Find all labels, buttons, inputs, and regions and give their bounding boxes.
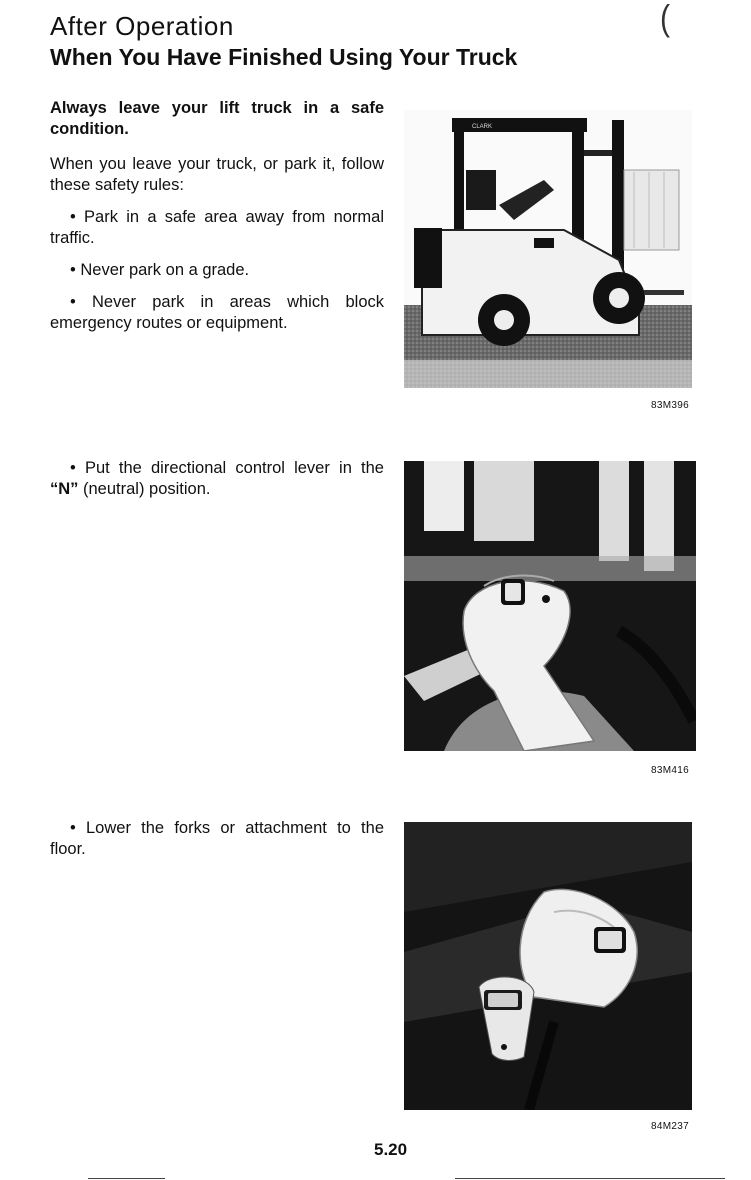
neutral-position-text	[50, 458, 384, 511]
bullet-never-park-grade: • Never park on a grade.	[70, 261, 250, 279]
forklift-photo	[404, 110, 692, 388]
footer-rule-left	[88, 1178, 165, 1179]
figure-caption-1: 83M396	[651, 400, 689, 411]
bullet-neutral-position	[50, 458, 384, 500]
corner-bracket-mark: (	[660, 0, 670, 39]
directional-lever-photo	[404, 461, 696, 751]
intro-paragraph: When you leave your truck, or park it, follow these safety rules:	[50, 155, 384, 194]
bullet-never-block-routes: • Never park in areas which block emergency routes or equipment.	[50, 293, 384, 332]
bullet-lower-forks: • Lower the forks or attachment to the floor.	[50, 819, 384, 858]
parking-rules-text	[50, 98, 384, 345]
figure-caption-3: 84M237	[651, 1121, 689, 1132]
lift-lever-photo	[404, 822, 692, 1110]
bullet-text-end: (neutral) position.	[78, 480, 211, 498]
forklift-brand-text: CLARK	[472, 124, 493, 130]
page-title: When You Have Finished Using Your Truck	[50, 44, 518, 70]
bullet-text-start: • Put the directional control lever in the	[70, 459, 384, 477]
lead-statement: Always leave your lift truck in a safe condition.	[50, 99, 384, 138]
lower-forks-text	[50, 818, 384, 871]
footer-rule-right	[455, 1178, 725, 1179]
figure-caption-2: 83M416	[651, 765, 689, 776]
neutral-letter: “N”	[50, 480, 79, 498]
page-number: 5.20	[374, 1140, 408, 1159]
bullet-park-safe-area: • Park in a safe area away from normal traffic.	[50, 208, 384, 247]
section-title: After Operation	[50, 11, 234, 41]
